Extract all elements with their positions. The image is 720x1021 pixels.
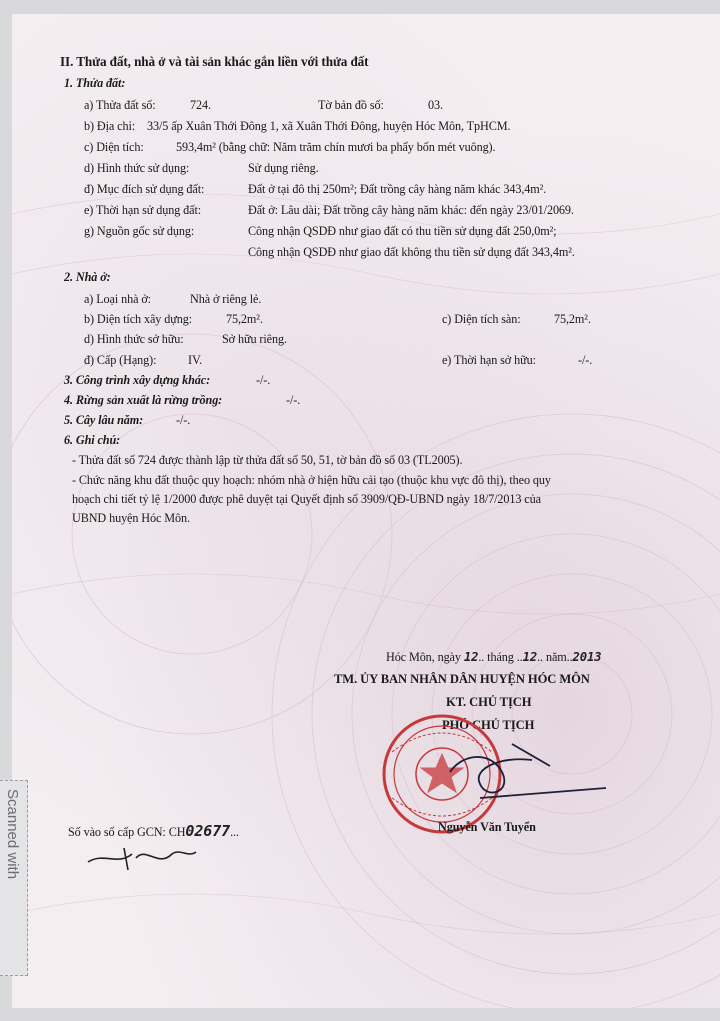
floor-area-value: 75,2m². bbox=[554, 312, 591, 326]
notes-heading: 6. Ghi chú: bbox=[64, 433, 121, 447]
registry-handwritten: 02677 bbox=[185, 822, 231, 840]
signer-role-2: PHÓ CHỦ TỊCH bbox=[442, 718, 535, 732]
registrar-signature bbox=[84, 840, 204, 874]
note-line-3: hoạch chi tiết tỷ lệ 1/2000 được phê duyệt tại Quyết định số 3909/QĐ-UBND ngày 18/7/2013 của bbox=[72, 492, 541, 506]
trees-label: 5. Cây lâu năm: bbox=[64, 413, 144, 427]
trees-value: -/-. bbox=[176, 413, 191, 427]
ownership-term-value: -/-. bbox=[578, 353, 593, 367]
note-line-2: - Chức năng khu đất thuộc quy hoạch: nhóm nhà ở hiện hữu cải tạo (thuộc khu vực đô thị), theo quy bbox=[72, 473, 551, 487]
section-title: II. Thửa đất, nhà ở và tài sản khác gắn liền với thửa đất bbox=[60, 54, 369, 69]
certificate-page bbox=[12, 14, 720, 1008]
use-term-value: Đất ở: Lâu dài; Đất trồng cây hàng năm khác: đến ngày 23/01/2069. bbox=[248, 203, 574, 217]
use-purpose-value: Đất ở tại đô thị 250m²; Đất trồng cây hàng năm khác 343,4m². bbox=[248, 182, 547, 196]
house-type-label: a) Loại nhà ở: bbox=[84, 292, 151, 306]
use-term-label: e) Thời hạn sử dụng đất: bbox=[84, 203, 202, 217]
land-heading: 1. Thửa đất: bbox=[64, 76, 126, 90]
build-area-label: b) Diện tích xây dựng: bbox=[84, 312, 192, 326]
grade-label: đ) Cấp (Hạng): bbox=[84, 353, 157, 367]
ownership-value: Sở hữu riêng. bbox=[222, 332, 287, 346]
date-day: 12 bbox=[463, 650, 479, 664]
parcel-value: 724. bbox=[190, 98, 211, 112]
scanner-watermark-text: Scanned with bbox=[4, 789, 21, 880]
house-heading: 2. Nhà ở: bbox=[64, 270, 111, 284]
ownership-term-label: e) Thời hạn sở hữu: bbox=[442, 353, 536, 367]
forest-label: 4. Rừng sản xuất là rừng trồng: bbox=[64, 393, 223, 407]
date-month-label: tháng bbox=[487, 650, 514, 664]
construction-value: -/-. bbox=[256, 373, 271, 387]
date-month: 12 bbox=[522, 650, 538, 664]
use-purpose-label: đ) Mục đích sử dụng đất: bbox=[84, 182, 205, 196]
address-label: b) Địa chỉ: bbox=[84, 119, 136, 133]
registry-label: Số vào sổ cấp GCN: bbox=[68, 825, 166, 839]
signer-role-1: KT. CHỦ TỊCH bbox=[446, 695, 532, 709]
map-value: 03. bbox=[428, 98, 443, 112]
date-place: Hóc Môn, ngày bbox=[386, 650, 461, 664]
address-value: 33/5 ấp Xuân Thới Đông 1, xã Xuân Thới Đông, huyện Hóc Môn, TpHCM. bbox=[147, 119, 511, 133]
parcel-label: a) Thửa đất số: bbox=[84, 98, 156, 112]
authority-name: TM. ỦY BAN NHÂN DÂN HUYỆN HÓC MÔN bbox=[334, 672, 590, 686]
date-year-label: năm bbox=[545, 650, 567, 664]
construction-label: 3. Công trình xây dựng khác: bbox=[64, 373, 211, 387]
origin-label: g) Nguồn gốc sử dụng: bbox=[84, 224, 195, 238]
use-form-label: d) Hình thức sử dụng: bbox=[84, 161, 190, 175]
scanner-watermark-tab bbox=[0, 780, 28, 976]
note-line-1: - Thửa đất số 724 được thành lập từ thửa đất số 50, 51, tờ bản đồ số 03 (TL2005). bbox=[72, 453, 463, 467]
forest-value: -/-. bbox=[286, 393, 301, 407]
ownership-label: d) Hình thức sở hữu: bbox=[84, 332, 184, 346]
use-form-value: Sử dụng riêng. bbox=[248, 161, 319, 175]
note-line-4: UBND huyện Hóc Môn. bbox=[72, 511, 190, 525]
origin-value-2: Công nhận QSDĐ như giao đất không thu tiền sử dụng đất 343,4m². bbox=[248, 245, 575, 259]
area-label: c) Diện tích: bbox=[84, 140, 144, 154]
build-area-value: 75,2m². bbox=[226, 312, 263, 326]
registry-number: Số vào sổ cấp GCN: CH02677... bbox=[68, 822, 239, 840]
registry-prefix: CH bbox=[168, 825, 186, 839]
origin-value-1: Công nhận QSDĐ như giao đất có thu tiền sử dụng đất 250,0m²; bbox=[248, 224, 557, 238]
area-value: 593,4m² (bằng chữ: Năm trăm chín mươi ba phẩy bốn mét vuông). bbox=[176, 140, 496, 154]
date-year: 2013 bbox=[572, 650, 602, 664]
signing-date: Hóc Môn, ngày 12.. tháng ..12.. năm..2013 bbox=[386, 650, 602, 664]
grade-value: IV. bbox=[188, 353, 203, 367]
house-type-value: Nhà ở riêng lẻ. bbox=[190, 292, 262, 306]
floor-area-label: c) Diện tích sàn: bbox=[442, 312, 521, 326]
map-label: Tờ bản đồ số: bbox=[318, 98, 384, 112]
signer-name: Nguyễn Văn Tuyển bbox=[438, 820, 536, 834]
